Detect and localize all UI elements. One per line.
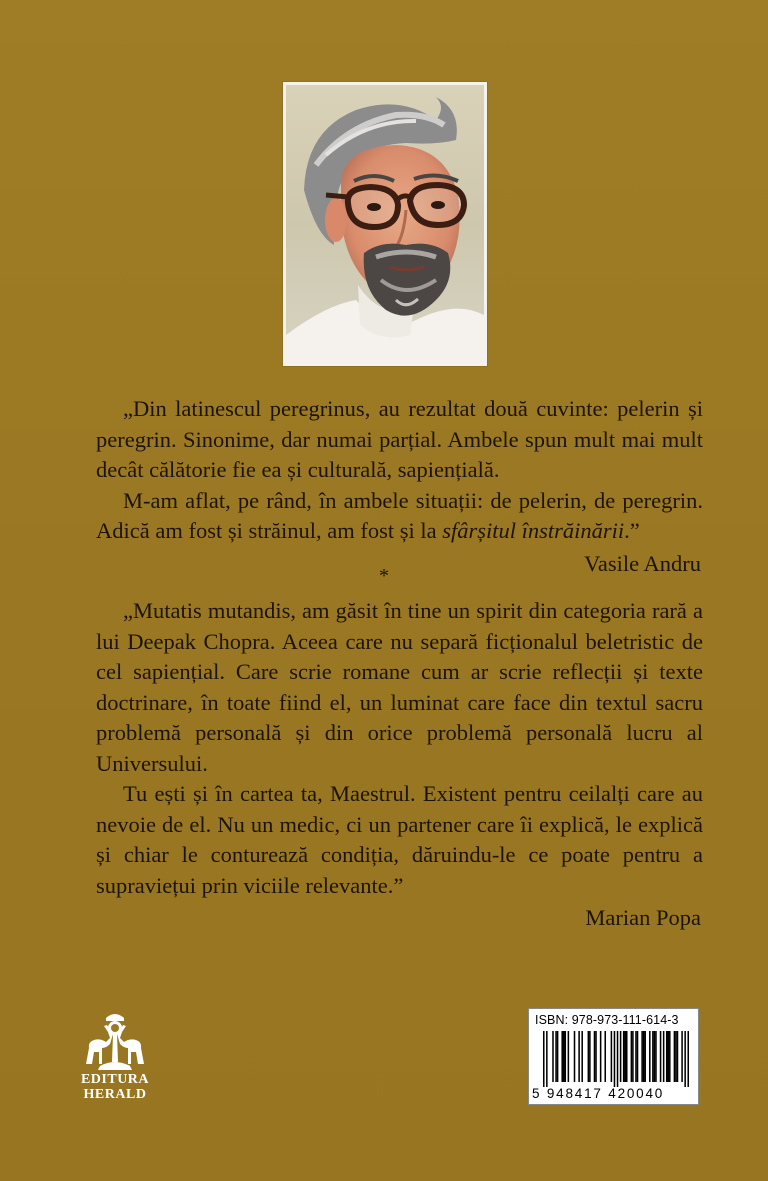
publisher-logo [70,1012,160,1112]
isbn-number: ISBN: 978-973-111-614-3 [535,1013,679,1027]
barcode-bar [574,1031,576,1082]
barcode-bar [663,1031,665,1082]
quote-vasile-andru [96,394,703,579]
barcode-bar [666,1031,668,1082]
barcode-bar [675,1031,677,1082]
quote-paragraph [96,486,703,547]
quote-paragraph: „Din latinescul peregrinus, au rezultat două cuvinte: pelerin și peregrin. Sinonime, dar numai parțial. Ambele spun mult mai mult decât călătorie fie ea și culturală, sapiențială. [96,396,703,482]
isbn-barcode [528,1008,699,1105]
barcode-bar [677,1031,679,1082]
barcode-bar [595,1031,597,1082]
barcode-bar [600,1031,602,1082]
publisher-name-line: EDITURA [80,1072,150,1087]
author-portrait-photo [283,82,487,366]
barcode-bar [624,1031,626,1082]
barcode-bar [594,1031,596,1082]
barcode-bar [655,1031,657,1082]
barcode-bar [611,1031,613,1082]
barcode-bar [667,1031,669,1082]
barcode-bar [614,1031,616,1087]
quote-paragraph: „Mutatis mutandis, am găsit în tine un spirit din categoria rară a lui Deepak Chopra. Aceea care nu separă ficționalul beletristic de cel sapiențial. Care scrie romane cum ar scrie reflecții și texte doctrinare, în toate fiind el, un luminat care face din textul sacru problemă personală și din orice problemă personală lucru al Universului. [96,598,703,776]
barcode-bar [617,1031,619,1087]
barcode-bar [623,1031,625,1082]
barcode-bar [649,1031,651,1082]
barcode-bar [643,1031,645,1082]
barcode-bar [626,1031,628,1082]
barcode-bar [632,1031,634,1082]
barcode-bar [555,1031,557,1082]
publisher-name-line: HERALD [83,1087,147,1102]
quote-italic-text: sfârșitul înstrăinării [442,518,625,543]
publisher-name [70,1072,160,1102]
barcode-bar [589,1031,591,1082]
barcode-bar [652,1031,654,1082]
barcode-bar [684,1031,686,1087]
quote-author: Marian Popa [585,905,701,930]
barcode-bar [604,1031,606,1082]
barcode-bar [581,1031,583,1082]
quote-marian-popa [96,596,703,934]
quote-author: Vasile Andru [584,550,701,576]
barcode-bar [674,1031,676,1082]
barcode-bar [546,1031,548,1087]
barcode-bar [681,1031,683,1082]
barcode-bar [565,1031,567,1082]
barcode-bar [543,1031,545,1087]
barcode-bar [635,1031,637,1082]
section-separator: * [379,565,389,587]
portrait-image [286,85,484,363]
barcode-bar [669,1031,671,1082]
barcode-bar [644,1031,646,1082]
barcode-bar [568,1031,570,1082]
barcode-bar [563,1031,565,1082]
barcode-bar [578,1031,580,1082]
deer-emblem-icon [80,1012,150,1074]
barcode-bar [588,1031,590,1082]
quote-text: M-am aflat, pe rând, în ambele situații: de pelerin, de peregrin. Adică am fost și străinul, am fost și la [96,487,703,543]
barcode-bar [561,1031,563,1082]
barcode-bar [660,1031,662,1082]
barcode-bar [654,1031,656,1082]
barcode-bar [687,1031,689,1087]
barcode-bar [637,1031,639,1082]
barcode-bar [552,1031,554,1082]
barcode-bar [620,1031,622,1082]
barcode-bars [543,1031,689,1087]
barcode-bar [557,1031,559,1082]
barcode-bar [641,1031,643,1082]
barcode-bar [631,1031,633,1082]
quote-text: .” [624,518,640,543]
quote-paragraph: Tu ești și în cartea ta, Maestrul. Existent pentru ceilalți care au nevoie de el. Nu un medic, ci un partener care îi explică, le explică și chiar le conturează condiția, dăruindu-le ce poate pentru a supraviețui prin viciile relevante.” [96,781,703,898]
ean-digits: 5 948417 420040 [532,1086,665,1101]
